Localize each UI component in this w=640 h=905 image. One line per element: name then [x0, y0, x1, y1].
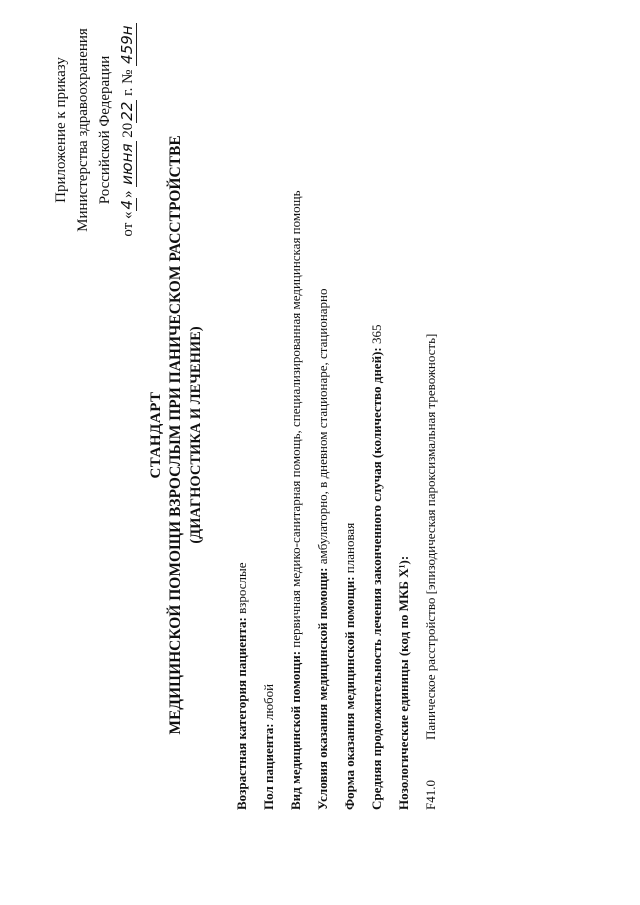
document-body: [228, 50, 444, 810]
annex-line-1: Приложение к приказу: [53, 57, 69, 203]
field-label: Вид медицинской помощи:: [288, 650, 303, 810]
date-day: 4: [118, 199, 136, 210]
field-label: Средняя продолжительность лечения законченного случая (количество дней):: [369, 347, 384, 810]
nosology-code: F41.0: [423, 780, 438, 810]
annex-date-line: [116, 10, 139, 250]
field-label: Пол пациента:: [261, 723, 276, 810]
annex-line-2: Министерства здравоохранения: [75, 28, 91, 232]
date-year-suffix: 22: [118, 101, 136, 121]
field-value: плановая: [342, 522, 357, 577]
field-value: первичная медико-санитарная помощь, специализированная медицинская помощь: [288, 190, 303, 651]
field-value: амбулаторно, в дневном стационаре, стационарно: [315, 288, 330, 568]
date-sep: »: [120, 190, 136, 198]
field-label: Возрастная категория пациента:: [234, 617, 249, 810]
nosology-row: [417, 50, 444, 810]
title-line-2: МЕДИЦИНСКОЙ ПОМОЩИ ВЗРОСЛЫМ ПРИ ПАНИЧЕСКОМ РАССТРОЙСТВЕ: [167, 135, 184, 735]
field-duration: [363, 50, 390, 810]
annex-line-3: Российской Федерации: [97, 55, 113, 205]
field-value: взрослые: [234, 562, 249, 618]
annex-block: [50, 10, 139, 250]
field-label: Условия оказания медицинской помощи:: [315, 567, 330, 810]
nosology-name: Паническое расстройство [эпизодическая пароксизмальная тревожность]: [423, 333, 438, 740]
field-age: [228, 50, 255, 810]
order-number: 459н: [118, 25, 136, 64]
title-line-1: СТАНДАРТ: [148, 391, 164, 479]
document-title: [146, 45, 206, 825]
field-care-conditions: [309, 50, 336, 810]
date-prefix: от «: [120, 211, 136, 237]
date-year-prefix: 20: [120, 122, 136, 138]
field-value: любой: [261, 683, 276, 724]
date-suffix: г. №: [120, 69, 136, 96]
field-care-type: [282, 50, 309, 810]
date-month: июня: [118, 143, 136, 185]
field-value: 365: [369, 324, 384, 348]
field-sex: [255, 50, 282, 810]
title-line-3: (ДИАГНОСТИКА И ЛЕЧЕНИЕ): [188, 326, 204, 544]
field-care-form: [336, 50, 363, 810]
nosology-label: Нозологические единицы (код по МКБ Х¹):: [396, 555, 411, 810]
field-label: Форма оказания медицинской помощи:: [342, 576, 357, 810]
